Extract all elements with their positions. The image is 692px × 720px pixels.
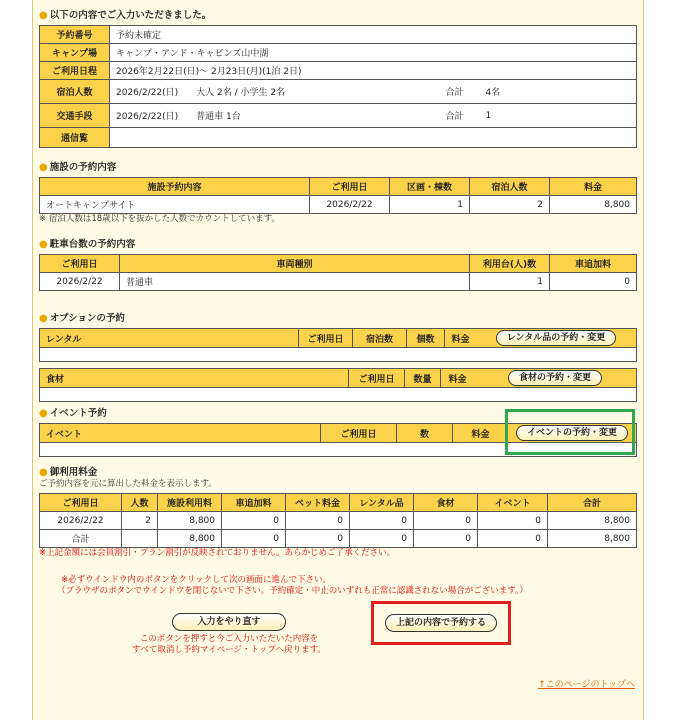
table-row-total: 合計 8,800 0 0 0 0 0 8,800 — [40, 530, 637, 548]
summary-value: キャンプ・アンド・キャビンズ山中湖 — [110, 44, 637, 62]
table-header: 施設予約内容 — [40, 178, 310, 196]
food-empty-row — [39, 388, 637, 402]
page-top-link[interactable]: ↑このページのトップへ — [538, 680, 635, 690]
summary-value: 予約未確定 — [110, 26, 637, 44]
summary-label: キャンプ場 — [40, 44, 110, 62]
event-col: 数 — [396, 424, 452, 442]
reservation-confirmation-panel — [32, 0, 644, 720]
reset-note-1: このボタンを押すと今ご入力いただいた内容を — [139, 634, 319, 644]
table-header: 利用台(人)数 — [470, 255, 550, 273]
summary-value: 2026/2/22(日) 大人 2名 / 小学生 2名 — [110, 80, 440, 104]
event-reserve-button[interactable]: イベントの予約・変更 — [516, 425, 628, 441]
rental-reserve-button[interactable]: レンタル品の予約・変更 — [496, 330, 616, 346]
summary-total-label: 合計 — [440, 104, 480, 128]
reset-button[interactable]: 入力をやり直す — [172, 613, 285, 631]
reset-note-2: すべて取消し予約マイページ・トップへ戻ります。 — [132, 645, 326, 655]
event-col: ご利用日 — [320, 424, 396, 442]
table-header: 料金 — [550, 178, 637, 196]
event-section-title: ● イベント予約 — [39, 408, 107, 419]
facility-table — [39, 177, 637, 214]
table-header: 人数 — [122, 494, 158, 512]
summary-label: ご利用日程 — [40, 62, 110, 80]
summary-label: 交通手段 — [40, 104, 110, 128]
summary-total-value: 1 — [480, 104, 637, 128]
table-header: レンタル品 — [350, 494, 414, 512]
food-col: ご利用日 — [348, 369, 404, 387]
food-col: 数量 — [404, 369, 440, 387]
facility-note: ※ 宿泊人数は18歳以下を抜かした人数でカウントしています。 — [39, 214, 280, 224]
rental-col: 個数 — [406, 329, 444, 347]
summary-label: 宿泊人数 — [40, 80, 110, 104]
summary-value: 2026年2月22日(日)～ 2月23日(月)(1泊 2日) — [110, 62, 637, 80]
facility-section-title: ● 施設の予約内容 — [39, 162, 117, 173]
table-header: 宿泊人数 — [470, 178, 550, 196]
summary-label: 予約番号 — [40, 26, 110, 44]
summary-value — [110, 128, 637, 148]
table-header: 合計 — [548, 494, 637, 512]
table-header: ペット料金 — [286, 494, 350, 512]
rental-empty-row — [39, 348, 637, 362]
table-row: 2026/2/22 2 8,800 0 0 0 0 0 8,800 — [40, 512, 637, 530]
parking-section-title: ● 駐車台数の予約内容 — [39, 239, 136, 250]
bullet-icon: ● — [39, 408, 48, 419]
event-button-highlight — [505, 409, 635, 455]
page-title: ● 以下の内容でご入力いただきました。 — [39, 10, 212, 21]
food-reserve-button[interactable]: 食材の予約・変更 — [508, 370, 602, 386]
instruction-line-2: （ブラウザのボタンでウインドウを閉じないで下さい。予約確定・中止のいずれも正常に認識されない場合がございます。） — [57, 586, 528, 596]
bullet-icon: ● — [39, 239, 48, 250]
table-row: 2026/2/22 普通車 1 0 — [40, 273, 637, 291]
instruction-line-1: ※必ずウインドウ内のボタンをクリックして次の画面に進んで下さい。 — [61, 575, 332, 585]
event-label: イベント — [46, 429, 83, 440]
bullet-icon: ● — [39, 162, 48, 173]
rental-label: レンタル — [46, 334, 82, 345]
summary-table — [39, 25, 637, 148]
bullet-icon: ● — [39, 10, 48, 21]
summary-total-value: 4名 — [480, 80, 637, 104]
summary-total-label: 合計 — [440, 80, 480, 104]
food-bar — [39, 368, 637, 388]
rental-bar — [39, 328, 637, 348]
fees-table — [39, 493, 637, 548]
table-header: 車追加料 — [222, 494, 286, 512]
table-header: ご利用日 — [310, 178, 390, 196]
rental-col: 宿泊数 — [352, 329, 406, 347]
confirm-reserve-button[interactable]: 上記の内容で予約する — [385, 614, 497, 632]
summary-label: 通信覧 — [40, 128, 110, 148]
bullet-icon: ● — [39, 467, 48, 478]
table-header: ご利用日 — [40, 494, 122, 512]
fees-section-title: ● 御利用料金 — [39, 467, 98, 478]
food-col: 料金 — [440, 369, 474, 387]
table-header: 区画・棟数 — [390, 178, 470, 196]
table-header: 車追加料 — [550, 255, 637, 273]
event-col: 料金 — [452, 424, 508, 442]
food-label: 食材 — [46, 374, 65, 385]
table-header: 食材 — [414, 494, 478, 512]
fees-subtitle: ご予約内容を元に算出した料金を表示します。 — [39, 479, 217, 489]
rental-col: 料金 — [444, 329, 476, 347]
rental-col: ご利用日 — [298, 329, 352, 347]
table-header: 施設利用料 — [158, 494, 222, 512]
table-row: オートキャンプサイト 2026/2/22 1 2 8,800 — [40, 196, 637, 214]
parking-table — [39, 254, 637, 291]
actions-area — [39, 611, 637, 671]
table-header: ご利用日 — [40, 255, 120, 273]
fees-notice: ※上記金額には会員割引・プラン割引が反映されておりません。あらかじめご了承ください。 — [39, 548, 396, 558]
table-header: 車両種別 — [120, 255, 470, 273]
bullet-icon: ● — [39, 313, 48, 324]
options-section-title: ● オプションの予約 — [39, 313, 125, 324]
confirm-button-highlight — [371, 601, 511, 645]
table-header: イベント — [478, 494, 548, 512]
summary-value: 2026/2/22(日) 普通車 1台 — [110, 104, 440, 128]
